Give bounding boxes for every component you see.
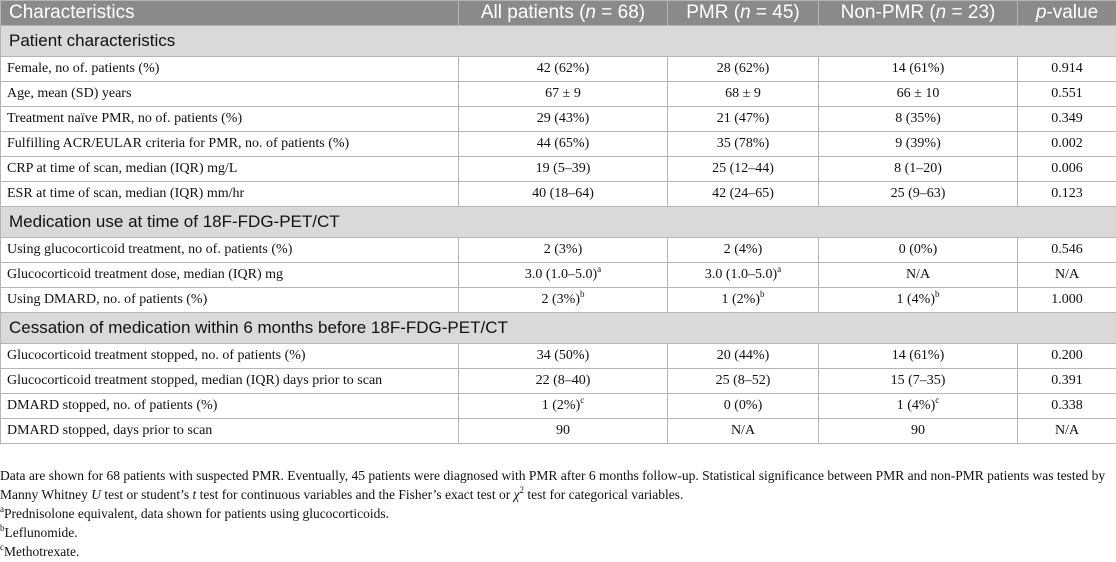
table-header-row [1, 1, 1116, 26]
table-row [1, 107, 1116, 132]
footnote-b [0, 523, 1110, 542]
row-label: Female, no of. patients (%) [1, 57, 459, 82]
section-row [1, 313, 1116, 344]
footnote-marker: b [935, 289, 940, 299]
row-label: Using glucocorticoid treatment, no of. patients (%) [1, 238, 459, 263]
cell-value: 2 (3%) [541, 292, 580, 307]
cell-p-value: 0.391 [1018, 369, 1116, 394]
footnote-marker: c [935, 395, 940, 405]
cell-pmr: 42 (24–65) [668, 182, 819, 207]
cell-non-pmr: 66 ± 10 [819, 82, 1018, 107]
row-label: Fulfilling ACR/EULAR criteria for PMR, no. of patients (%) [1, 132, 459, 157]
footnote-mark-c: c [0, 542, 4, 552]
table-row [1, 57, 1116, 82]
cell-all: 44 (65%) [459, 132, 668, 157]
cell-pmr [668, 263, 819, 288]
cell-pmr: 0 (0%) [668, 394, 819, 419]
cell-p-value: 0.546 [1018, 238, 1116, 263]
table-row [1, 157, 1116, 182]
footnote-t: t [192, 487, 197, 502]
footnote-text: Data are shown for 68 patients with suspected PMR. Eventually, 45 patients were diagnosed with PMR after 6 months follow-up. Statistical significance between PMR and non-PMR patients was tested by Manny Whitney [0, 468, 1106, 502]
cell-p-value: 1.000 [1018, 288, 1116, 313]
section-cessation: Cessation of medication within 6 months before 18F-FDG-PET/CT [1, 313, 1116, 344]
cell-all: 2 (3%) [459, 238, 668, 263]
footnote-marker: c [580, 395, 585, 405]
footnote-a [0, 504, 1110, 523]
cell-non-pmr [819, 394, 1018, 419]
cell-p-value: 0.914 [1018, 57, 1116, 82]
cell-pmr: 68 ± 9 [668, 82, 819, 107]
cell-non-pmr: 90 [819, 419, 1018, 444]
header-pmr [668, 1, 819, 26]
cell-non-pmr: 14 (61%) [819, 344, 1018, 369]
cell-non-pmr: 0 (0%) [819, 238, 1018, 263]
cell-value: 1 (4%) [896, 398, 936, 413]
header-all-prefix: All patients ( [480, 2, 586, 23]
footnote-marker: b [760, 289, 765, 299]
table-row [1, 288, 1116, 313]
header-all-suffix: = 68) [596, 2, 646, 23]
footnote-marker: b [580, 289, 585, 299]
cell-pmr [668, 288, 819, 313]
footnote-c [0, 542, 1110, 561]
row-label: Age, mean (SD) years [1, 82, 459, 107]
row-label: Glucocorticoid treatment stopped, median (IQR) days prior to scan [1, 369, 459, 394]
cell-all: 90 [459, 419, 668, 444]
footnote-text: test for continuous variables and the Fisher’s exact test or [196, 487, 514, 502]
row-label: ESR at time of scan, median (IQR) mm/hr [1, 182, 459, 207]
cell-all: 42 (62%) [459, 57, 668, 82]
cell-pmr: 2 (4%) [668, 238, 819, 263]
header-pmr-prefix: PMR ( [686, 2, 741, 23]
cell-value: 3.0 (1.0–5.0) [524, 267, 598, 282]
footnote-b-text: Leflunomide. [4, 525, 78, 540]
section-medication-use: Medication use at time of 18F-FDG-PET/CT [1, 207, 1116, 238]
cell-p-value: 0.006 [1018, 157, 1116, 182]
cell-non-pmr: N/A [819, 263, 1018, 288]
cell-value: 1 (4%) [896, 292, 935, 307]
row-label: DMARD stopped, no. of patients (%) [1, 394, 459, 419]
header-all-n: n [585, 2, 596, 23]
header-all-patients [459, 1, 668, 26]
header-p-italic: p [1035, 2, 1047, 23]
table-row [1, 82, 1116, 107]
footnote-c-text: Methotrexate. [4, 544, 80, 559]
cell-non-pmr: 9 (39%) [819, 132, 1018, 157]
table-row [1, 263, 1116, 288]
footnote-mark-a: a [0, 504, 4, 514]
cell-pmr: 35 (78%) [668, 132, 819, 157]
table-row [1, 369, 1116, 394]
footnote-text: test for categorical variables. [524, 487, 684, 502]
header-p-value [1018, 1, 1116, 26]
cell-pmr: 20 (44%) [668, 344, 819, 369]
header-nonpmr-suffix: = 23) [946, 2, 996, 23]
cell-p-value: N/A [1018, 419, 1116, 444]
header-characteristics: Characteristics [1, 1, 459, 26]
header-nonpmr-prefix: Non-PMR ( [840, 2, 936, 23]
table-row [1, 419, 1116, 444]
footnote-marker: a [777, 264, 782, 274]
cell-all: 29 (43%) [459, 107, 668, 132]
section-row [1, 26, 1116, 57]
table-row [1, 238, 1116, 263]
cell-pmr: N/A [668, 419, 819, 444]
footnote-marker: a [597, 264, 602, 274]
header-pmr-n: n [740, 2, 751, 23]
cell-p-value: 0.338 [1018, 394, 1116, 419]
cell-value: 1 (2%) [721, 292, 760, 307]
cell-value: 1 (2%) [541, 398, 581, 413]
footnote-general [0, 466, 1110, 504]
footnote-mark-b: b [0, 523, 5, 533]
footnote-chi: χ [513, 487, 520, 502]
footnote-chi-sup: 2 [519, 485, 525, 495]
section-patient-characteristics: Patient characteristics [1, 26, 1116, 57]
table-footnotes [0, 466, 1110, 561]
header-non-pmr [819, 1, 1018, 26]
cell-pmr: 21 (47%) [668, 107, 819, 132]
table-row [1, 132, 1116, 157]
row-label: Glucocorticoid treatment stopped, no. of patients (%) [1, 344, 459, 369]
cell-all [459, 394, 668, 419]
cell-all [459, 263, 668, 288]
table-row [1, 182, 1116, 207]
table-row [1, 394, 1116, 419]
header-p-suffix: -value [1046, 2, 1099, 23]
section-row [1, 207, 1116, 238]
cell-value: 3.0 (1.0–5.0) [704, 267, 778, 282]
cell-pmr: 25 (8–52) [668, 369, 819, 394]
cell-non-pmr: 14 (61%) [819, 57, 1018, 82]
cell-p-value: 0.551 [1018, 82, 1116, 107]
table-row [1, 344, 1116, 369]
cell-all: 34 (50%) [459, 344, 668, 369]
cell-p-value: 0.123 [1018, 182, 1116, 207]
cell-non-pmr: 25 (9–63) [819, 182, 1018, 207]
cell-non-pmr: 8 (1–20) [819, 157, 1018, 182]
footnote-a-text: Prednisolone equivalent, data shown for patients using glucocorticoids. [4, 506, 390, 521]
cell-pmr: 28 (62%) [668, 57, 819, 82]
cell-all: 40 (18–64) [459, 182, 668, 207]
cell-pmr: 25 (12–44) [668, 157, 819, 182]
cell-p-value: 0.349 [1018, 107, 1116, 132]
cell-p-value: N/A [1018, 263, 1116, 288]
row-label: Glucocorticoid treatment dose, median (IQR) mg [1, 263, 459, 288]
cell-all [459, 288, 668, 313]
cell-p-value: 0.002 [1018, 132, 1116, 157]
row-label: Treatment naïve PMR, no of. patients (%) [1, 107, 459, 132]
footnote-u: U [91, 487, 101, 502]
cell-all: 67 ± 9 [459, 82, 668, 107]
row-label: CRP at time of scan, median (IQR) mg/L [1, 157, 459, 182]
row-label: DMARD stopped, days prior to scan [1, 419, 459, 444]
cell-all: 22 (8–40) [459, 369, 668, 394]
cell-non-pmr: 15 (7–35) [819, 369, 1018, 394]
cell-non-pmr: 8 (35%) [819, 107, 1018, 132]
row-label: Using DMARD, no. of patients (%) [1, 288, 459, 313]
cell-p-value: 0.200 [1018, 344, 1116, 369]
footnote-text: test or student’s [101, 487, 193, 502]
cell-all: 19 (5–39) [459, 157, 668, 182]
header-nonpmr-n: n [935, 2, 947, 23]
header-pmr-suffix: = 45) [750, 2, 800, 23]
cell-non-pmr [819, 288, 1018, 313]
